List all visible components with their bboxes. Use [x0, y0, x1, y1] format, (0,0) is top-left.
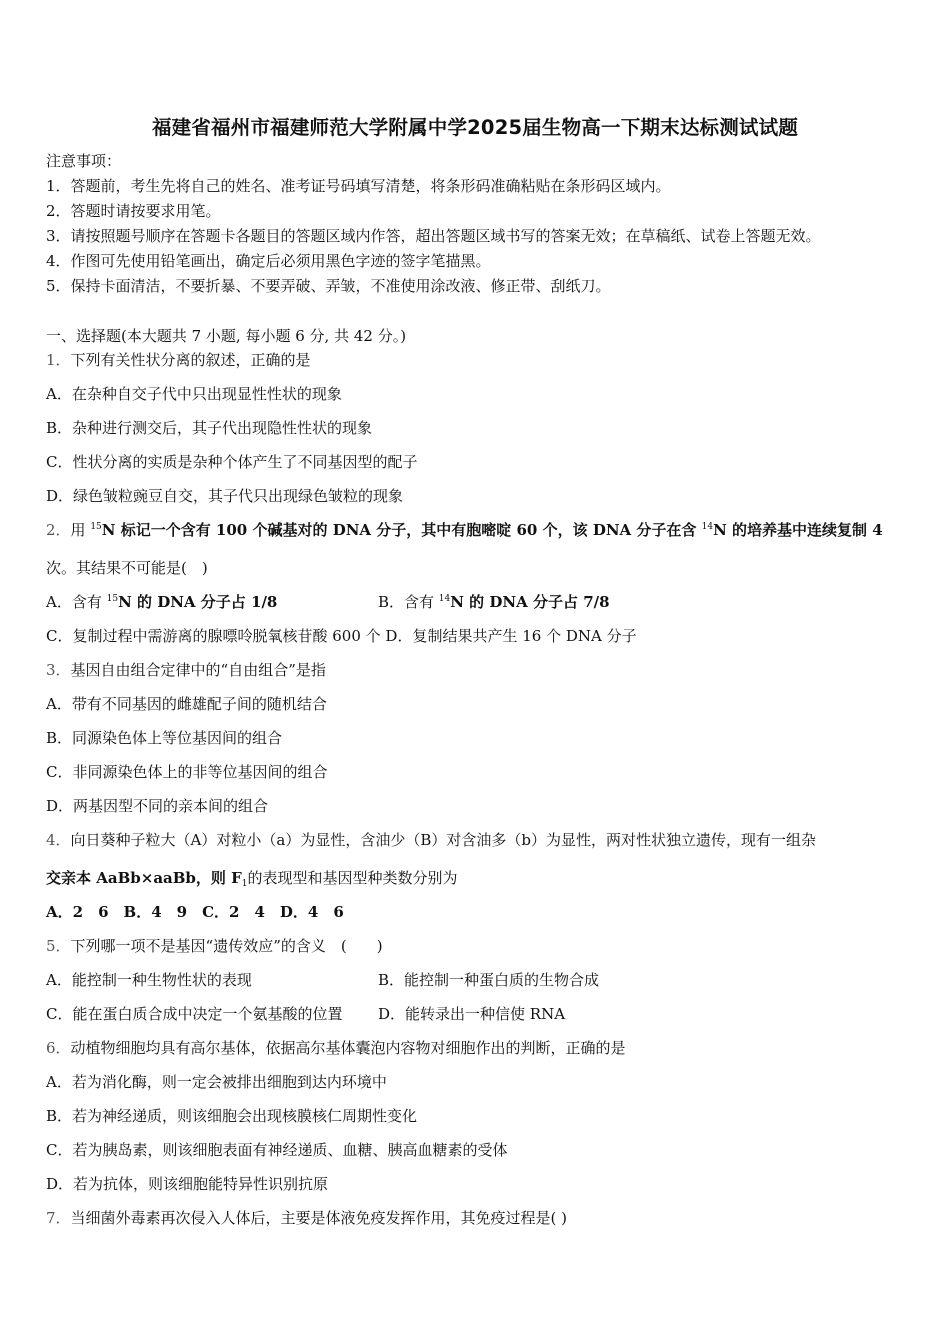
document-title: 福建省福州市福建师范大学附属中学2025届生物高一下期末达标测试试题	[151, 116, 799, 139]
question-2-option-b	[378, 592, 610, 612]
question-4-options: A．2 6 B．4 9 C．2 4 D．4 6	[46, 903, 344, 921]
question-text: 用	[70, 521, 91, 539]
question-text: 下列哪一项不是基因“遗传效应”的含义 ( )	[70, 937, 383, 955]
notice-item: 5．保持卡面清洁，不要折暴、不要弄破、弄皱，不准使用涂改液、修正带、刮纸刀。	[46, 277, 611, 295]
question-text: 动植物细胞均具有高尔基体，依据高尔基体囊泡内容物对细胞作出的判断，正确的是	[70, 1039, 626, 1057]
isotope-superscript: 15	[106, 594, 119, 604]
question-text: 交亲本 AaBb×aaBb，则 F	[46, 869, 242, 887]
notice-heading: 注意事项：	[46, 152, 122, 170]
question-1-option-a: A．在杂种自交子代中只出现显性性状的现象	[46, 385, 342, 403]
question-5-option-d: D．能转录出一种信使 RNA	[378, 1005, 566, 1023]
option-text: A．含有	[46, 593, 107, 611]
section-heading: 一、选择题(本大题共 7 小题, 每小题 6 分, 共 42 分。)	[46, 327, 407, 345]
question-1-option-c: C．性状分离的实质是杂种个体产生了不同基因型的配子	[46, 453, 418, 471]
notice-item: 1．答题前，考生先将自己的姓名、准考证号码填写清楚，将条形码准确粘贴在条形码区域内。	[46, 177, 671, 195]
question-text: 向日葵种子粒大（A）对粒小（a）为显性，含油少（B）对含油多（b）为显性，两对性状独立遗传，现有一组杂	[70, 831, 816, 849]
question-5-option-c: C．能在蛋白质合成中决定一个氨基酸的位置	[46, 1005, 343, 1023]
question-4-stem	[46, 830, 816, 850]
question-text: N 标记一个含有 100 个碱基对的 DNA 分子，其中有胞嘧啶 60 个，该 DNA 分子在含	[101, 521, 702, 539]
question-2-stem	[46, 520, 883, 540]
option-text: N 的 DNA 分子占 1/8	[118, 593, 278, 611]
question-number: 6．	[46, 1039, 71, 1057]
isotope-superscript: 15	[90, 522, 102, 532]
option-text: N 的 DNA 分子占 7/8	[450, 593, 610, 611]
question-4-stem-line2	[46, 868, 458, 888]
question-7-stem	[46, 1208, 567, 1228]
question-6-stem	[46, 1038, 626, 1058]
question-2-option-a	[46, 592, 277, 612]
question-text: 基因自由组合定律中的“自由组合”是指	[70, 661, 326, 679]
question-text: 下列有关性状分离的叙述，正确的是	[70, 351, 311, 369]
isotope-superscript: 14	[438, 594, 451, 604]
question-number: 4．	[46, 831, 71, 849]
question-3-option-d: D．两基因型不同的亲本间的组合	[46, 797, 269, 815]
option-text: B．含有	[378, 593, 439, 611]
question-3-stem	[46, 660, 326, 680]
question-3-option-a: A．带有不同基因的雌雄配子间的随机结合	[46, 695, 327, 713]
question-text: N 的培养基中连续复制 4	[713, 521, 883, 539]
generation-subscript: 1	[241, 879, 248, 889]
question-6-option-a: A．若为消化酶，则一定会被排出细胞到达内环境中	[46, 1073, 387, 1091]
question-2-options-cd: C．复制过程中需游离的腺嘌呤脱氧核苷酸 600 个 D．复制结果共产生 16 个 DNA 分子	[46, 627, 637, 645]
question-6-option-d: D．若为抗体，则该细胞能特异性识别抗原	[46, 1175, 329, 1193]
question-3-option-c: C．非同源染色体上的非等位基因间的组合	[46, 763, 328, 781]
question-5-option-b: B．能控制一种蛋白质的生物合成	[378, 971, 600, 989]
question-text: 当细菌外毒素再次侵入人体后，主要是体液免疫发挥作用，其免疫过程是( )	[70, 1209, 568, 1227]
isotope-superscript: 14	[701, 522, 714, 532]
question-6-option-b: B．若为神经递质，则该细胞会出现核膜核仁周期性变化	[46, 1107, 418, 1125]
question-number: 2．	[46, 521, 71, 539]
question-text: 的表现型和基因型种类数分别为	[247, 869, 458, 887]
question-5-option-a: A．能控制一种生物性状的表现	[46, 971, 252, 989]
question-1-stem	[46, 350, 311, 370]
question-1-option-b: B．杂种进行测交后，其子代出现隐性性状的现象	[46, 419, 373, 437]
question-number: 5．	[46, 937, 71, 955]
question-number: 3．	[46, 661, 71, 679]
question-2-stem-line2: 次。其结果不可能是( )	[46, 559, 208, 577]
question-1-option-d: D．绿色皱粒豌豆自交，其子代只出现绿色皱粒的现象	[46, 487, 404, 505]
notice-item: 2．答题时请按要求用笔。	[46, 202, 221, 220]
question-6-option-c: C．若为胰岛素，则该细胞表面有神经递质、血糖、胰高血糖素的受体	[46, 1141, 508, 1159]
notice-item: 4．作图可先使用铅笔画出，确定后必须用黑色字迹的签字笔描黑。	[46, 252, 491, 270]
question-number: 7．	[46, 1209, 71, 1227]
question-3-option-b: B．同源染色体上等位基因间的组合	[46, 729, 283, 747]
notice-item: 3．请按照题号顺序在答题卡各题目的答题区域内作答，超出答题区域书写的答案无效；在草稿纸、试卷上答题无效。	[46, 227, 821, 245]
question-number: 1．	[46, 351, 71, 369]
question-5-stem	[46, 936, 383, 956]
